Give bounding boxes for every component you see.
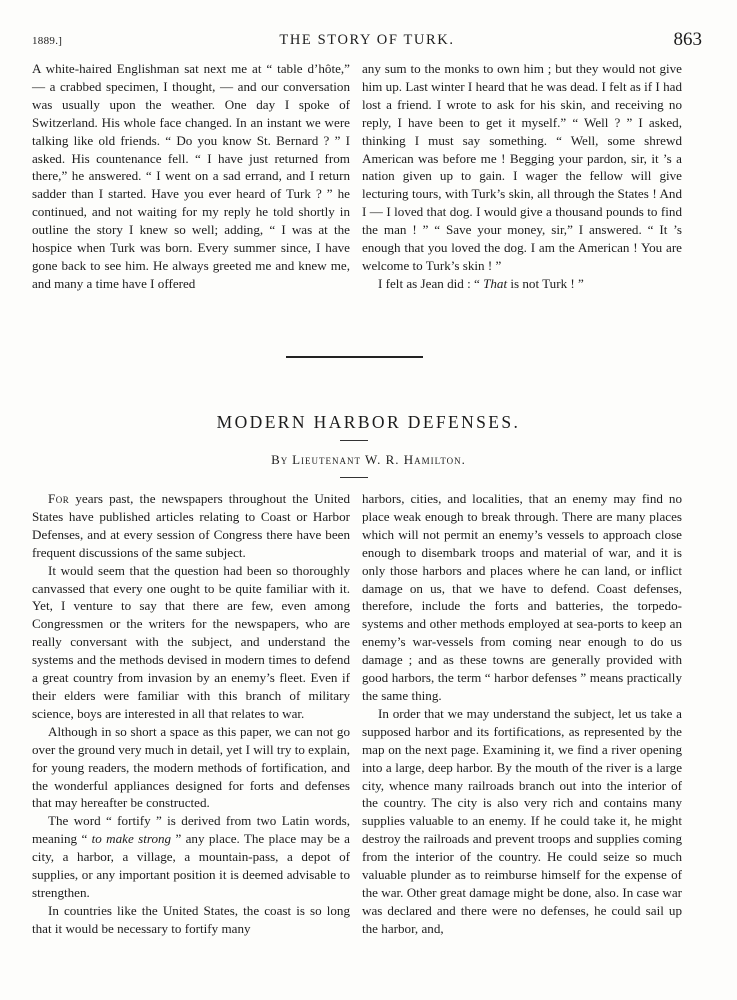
article-paragraph: In countries like the United States, the coast is so long that it would be necessary to fortify many	[32, 902, 350, 936]
article-column-left	[32, 490, 350, 938]
article-paragraph	[32, 490, 350, 562]
byline-by: By	[271, 452, 289, 467]
story-column-left	[32, 60, 350, 293]
closing-emphasis: That	[483, 275, 508, 291]
issue-date: 1889.]	[32, 35, 63, 47]
article-paragraph: It would seem that the question had been so thoroughly canvassed that every one ought to be quite familiar with it. Yet, I venture to say that there are few, even among Congressmen or the writers for the newspapers, who are really conversant with the subject, and understand the systems and the methods devised in modern times to defend a great country from invasion by an enemy’s fleet. Even if their elders were familiar with this branch of military science, boys are interested in all that relates to war.	[32, 562, 350, 721]
article-paragraph: harbors, cities, and localities, that an enemy may find no place weak enough to break through. There are many places which will not permit an enemy’s vessels to approach close enough to disembark troops and material of war, and it is only those harbors and places where he can land, or inflict damage on us, that we have to defend. Coast defenses, therefore, include the forts and batteries, the torpedo-systems and other methods employed at sea-ports to keep an enemy’s war-vessels from coming near enough to do us damage ; and as these towns are generally provided with good harbors, the term “ harbor defenses ” means practically the same thing.	[362, 491, 682, 703]
closing-suffix: is not Turk ! ”	[507, 275, 584, 291]
fortify-emphasis: to make strong	[91, 831, 172, 847]
lead-word: For	[48, 491, 70, 506]
article-column-right	[362, 490, 682, 938]
lead-paragraph-rest: years past, the newspapers throughout the United States have published articles relating to Coast or Harbor Defenses, and at every session of Congress there have been frequent discussions of the same subject.	[32, 491, 350, 560]
story-paragraph: any sum to the monks to own him ; but they would not give him up. Last winter I heard that he was dead. I felt as if I had lost a friend. I wrote to ask for his skin, and receiving no reply, I have been to get it myself.” “ Well ? ” I asked, thinking I must say something. “ Well, some shrewd American was before me ! Begging your pardon, sir, it ’s a nation given up to gain. I wager the fellow will give lecturing tours, with Turk’s skin, all through the States ! And I — I loved that dog. I would give a thousand pounds to find the man ! ” “ Save your money, sir,” I answered. “ It ’s enough that you loved the dog. I am the American ! You are welcome to Turk’s skin ! ”	[362, 61, 682, 273]
article-paragraph: Although in so short a space as this paper, we can not go over the ground very much in detail, yet I will try to explain, for young readers, the modern methods of fortification, and the wonderful appliances designed for forts and defenses that may hereafter be constructed.	[32, 723, 350, 811]
story-paragraph: A white-haired Englishman sat next me at “ table d’hôte,” — a crabbed specimen, I thought, — and our conversation was usually upon the weather. One day I spoke of Switzerland. His whole face changed. In an instant we were talking like old friends. “ Do you know St. Bernard ? ” I asked. His countenance fell. “ I have just returned from there,” he answered. “ I went on a sad errand, and I return sadder than I started. Have you ever heard of Turk ? ” he continued, and not waiting for my reply he told shortly in outline the story I knew so well; adding, “ I was at the hospice when Turk was born. Every summer since, I have gone back to see him. He always greeted me and knew me, and many a time have I offered	[32, 61, 350, 291]
byline-author: Lieutenant W. R. Hamilton.	[292, 452, 466, 467]
article-paragraph: In order that we may understand the subject, let us take a supposed harbor and its fortifications, as represented by the map on the next page. Examining it, we find a river opening into a large, deep harbor. By the mouth of the river is a large city, whence many railroads branch out into the interior of the country. The city is also very rich and contains many supplies valuable to an enemy. If he could take it, he might destroy the railroads and prevent troops and supplies coming from the interior of the country. He could seize so much valuable plunder as to reimburse himself for the expense of the war. Other great damage might be done, also. In case war was declared and there were no defenses, he could sail up the harbor, and,	[362, 705, 682, 936]
page-number: 863	[673, 29, 702, 50]
story-closing-line	[362, 275, 682, 293]
running-title: THE STORY OF TURK.	[279, 32, 455, 48]
running-head	[32, 29, 702, 53]
fortify-prefix: The word “ fortify ” is derived from two Latin words, meaning “	[32, 813, 350, 847]
article-paragraph	[32, 812, 350, 902]
byline	[0, 452, 737, 468]
byline-rule	[340, 477, 368, 478]
section-divider	[286, 356, 423, 358]
closing-prefix: I felt as Jean did : “	[378, 275, 484, 291]
story-column-right	[362, 60, 682, 293]
title-rule	[340, 440, 368, 441]
fortify-suffix: ” any place. The place may be a city, a harbor, a village, a mountain-pass, a depot of supplies, or any important position it is deemed advisable to strengthen.	[32, 831, 350, 900]
article-title: MODERN HARBOR DEFENSES.	[216, 412, 521, 432]
